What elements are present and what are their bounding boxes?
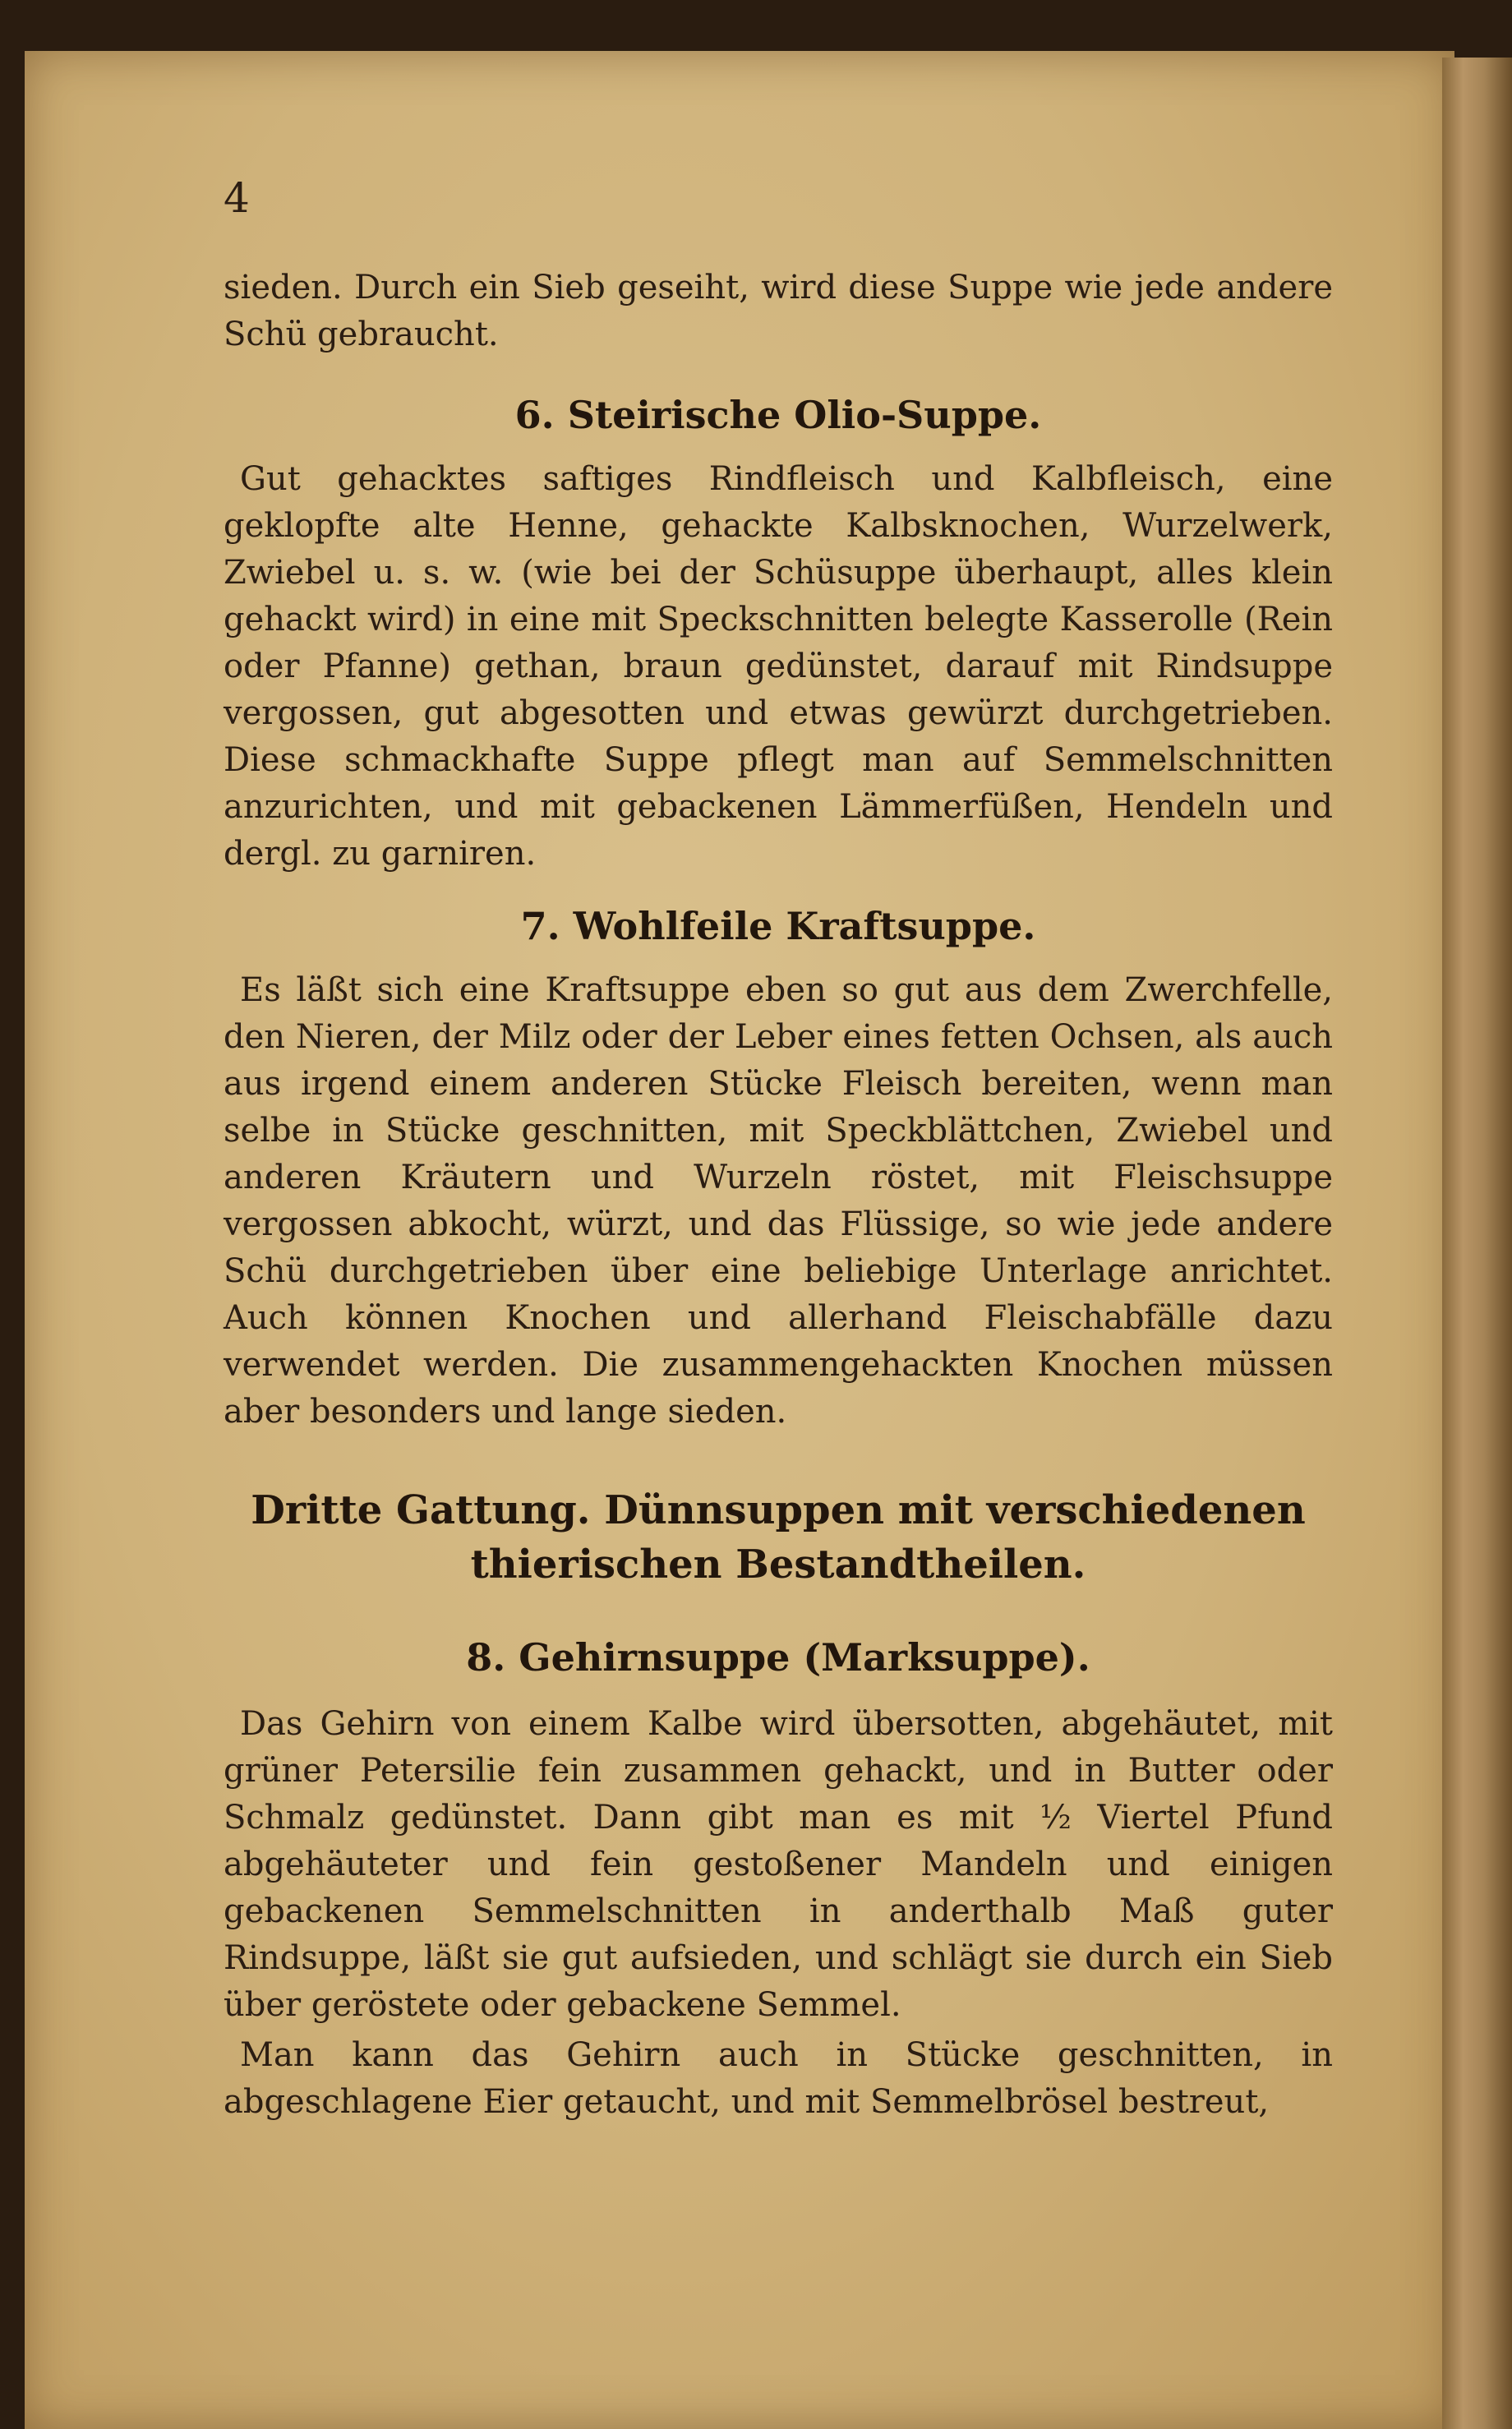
book-spine: [1442, 58, 1512, 2429]
recipe-8-body-2: Man kann das Gehirn auch in Stücke geschnitten, in abgeschlagene Eier getaucht, und mit Semmelbrösel bestreut,: [224, 2036, 1333, 2121]
recipe-6-body: Gut gehacktes saftiges Rindfleisch und Kalbfleisch, eine geklopfte alte Henne, gehackte Kalbsknochen, Wurzelwerk, Zwiebel u. s. w. (wie bei der Schüsuppe überhaupt, alles klein gehackt wird) in eine mit Speckschnitten belegte Kasserolle (Rein oder Pfanne) gethan, braun gedünstet, darauf mit Rindsuppe vergossen, gut abgesotten und etwas gewürzt durchgetrieben. Diese schmackhafte Suppe pflegt man auf Semmelschnitten anzurichten, und mit gebackenen Lämmerfüßen, Hendeln und dergl. zu garniren.: [224, 460, 1333, 873]
section-title: Dritte Gattung. Dünnsuppen mit verschiedenen thierischen Bestandtheilen.: [251, 1487, 1306, 1588]
recipe-7-body: Es läßt sich eine Kraftsuppe eben so gut aus dem Zwerchfelle, den Nieren, der Milz oder der Leber eines fetten Ochsen, als auch aus irgend einem anderen Stücke Fleisch bereiten, wenn man selbe in Stücke geschnitten, mit Speckblättchen, Zwiebel und anderen Kräutern und Wurzeln röstet, mit Fleischsuppe vergossen abkocht, würzt, und das Flüssige, so wie jede andere Schü durchgetrieben über eine beliebige Unterlage anrichtet. Auch können Knochen und allerhand Fleischabfälle dazu verwendet werden. Die zusammengehackten Knochen müssen aber besonders und lange sieden.: [224, 971, 1333, 1431]
intro-paragraph: sieden. Durch ein Sieb geseiht, wird diese Suppe wie jede andere Schü gebraucht.: [224, 269, 1333, 353]
recipe-6-title: 6. Steirische Olio-Suppe.: [514, 393, 1042, 437]
recipe-7-title: 7. Wohlfeile Kraftsuppe.: [520, 904, 1036, 948]
recipe-8-body-1: Das Gehirn von einem Kalbe wird übersotten, abgehäutet, mit grüner Petersilie fein zusammen gehackt, und in Butter oder Schmalz gedünstet. Dann gibt man es mit ½ Viertel Pfund abgehäuteter und fein gestoßener Mandeln und einigen gebackenen Semmelschnitten in anderthalb Maß guter Rindsuppe, läßt sie gut aufsieden, und schlägt sie durch ein Sieb über geröstete oder gebackene Semmel.: [224, 1705, 1333, 2024]
page-number: 4: [224, 174, 250, 222]
recipe-8-title: 8. Gehirnsuppe (Marksuppe).: [466, 1635, 1090, 1680]
